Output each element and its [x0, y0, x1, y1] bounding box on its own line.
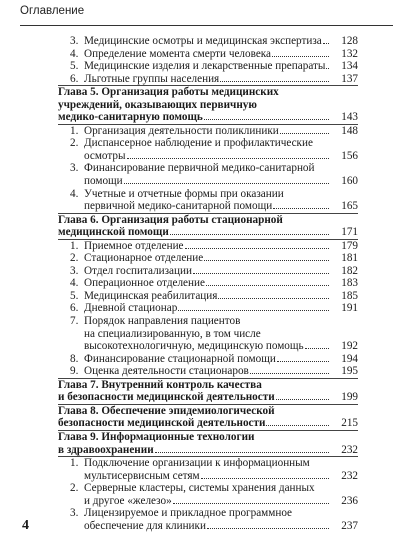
toc-leader-dots: [206, 285, 329, 286]
toc-item[interactable]: [70, 48, 358, 61]
toc-leader-dots: [280, 133, 329, 134]
toc-leader-dots: [193, 273, 329, 274]
toc-entry-line: Льготные группы населения: [84, 73, 330, 86]
toc-item-number: 1.: [70, 457, 79, 470]
toc-entry-line: учреждений, оказывающих первичную: [58, 98, 257, 111]
toc-leader-dots: [326, 68, 329, 69]
toc-item[interactable]: [70, 457, 358, 482]
toc-entry-line: Порядок направления пациентов: [84, 315, 241, 328]
toc-item-number: 6.: [70, 302, 79, 315]
toc-entry-line: мультисервисным сетям: [84, 470, 330, 483]
toc-item[interactable]: [70, 35, 358, 48]
toc-item-number: 8.: [70, 352, 79, 365]
toc-item[interactable]: [70, 277, 358, 290]
toc-chapter[interactable]: [58, 214, 358, 239]
toc-item[interactable]: [70, 265, 358, 278]
toc-item[interactable]: [70, 162, 358, 187]
toc-entry-line: Глава 8. Обеспечение эпидемиологической: [58, 404, 275, 417]
toc-item[interactable]: [70, 290, 358, 303]
table-of-contents: [58, 35, 358, 532]
toc-item-number: 1.: [70, 124, 79, 137]
toc-entry-line: Глава 5. Организация работы медицинских: [58, 86, 279, 99]
toc-page-number: 182: [341, 264, 358, 277]
toc-item[interactable]: [70, 188, 358, 213]
toc-leader-dots: [273, 208, 329, 209]
toc-item-number: 5.: [70, 60, 79, 73]
toc-page-number: 183: [341, 277, 358, 290]
toc-page-number: 232: [341, 469, 358, 482]
toc-entry-line: Стационарное отделение: [84, 252, 330, 265]
toc-page-number: 199: [341, 391, 358, 404]
toc-entry-line: Серверные кластеры, системы хранения данных: [84, 482, 315, 495]
toc-page-number: 181: [341, 252, 358, 265]
toc-leader-dots: [185, 248, 329, 249]
toc-page-number: 148: [341, 124, 358, 137]
toc-entry-line: Дневной стационар: [84, 302, 330, 315]
toc-leader-dots: [204, 119, 329, 120]
toc-chapter[interactable]: [58, 405, 358, 430]
toc-item[interactable]: [70, 507, 358, 532]
toc-leader-dots: [155, 452, 329, 453]
toc-page-number: 134: [341, 60, 358, 73]
running-header: Оглавление: [20, 5, 85, 17]
toc-entry-line: осмотры: [84, 150, 330, 163]
toc-entry-line: Определение момента смерти человека: [84, 48, 330, 61]
toc-item-number: 3.: [70, 162, 79, 175]
toc-page-number: 171: [341, 226, 358, 239]
toc-chapter[interactable]: [58, 86, 358, 124]
toc-page-number: 192: [341, 340, 358, 353]
toc-leader-dots: [305, 348, 329, 349]
toc-leader-dots: [277, 361, 329, 362]
toc-item[interactable]: [70, 73, 358, 86]
toc-leader-dots: [178, 310, 329, 311]
toc-item[interactable]: [70, 137, 358, 162]
toc-page-number: 179: [341, 239, 358, 252]
toc-leader-dots: [124, 183, 329, 184]
toc-item-number: 9.: [70, 365, 79, 378]
toc-entry-line: Учетные и отчетные формы при оказании: [84, 187, 284, 200]
toc-item-number: 7.: [70, 315, 79, 328]
toc-entry-line: медико-санитарную помощь: [58, 111, 330, 124]
toc-entry-line: Оценка деятельности стационаров: [84, 365, 330, 378]
toc-item-number: 4.: [70, 47, 79, 60]
toc-page-number: 143: [341, 111, 358, 124]
toc-item-number: 3.: [70, 507, 79, 520]
toc-item[interactable]: [70, 482, 358, 507]
toc-leader-dots: [250, 373, 329, 374]
header-rule: [20, 25, 393, 26]
toc-entry-line: Подключение организации к информационным: [84, 457, 310, 470]
toc-item-number: 6.: [70, 72, 79, 85]
toc-entry-line: Лицензируемое и прикладное программное: [84, 507, 293, 520]
toc-item-number: 2.: [70, 482, 79, 495]
toc-item-number: 3.: [70, 35, 79, 47]
toc-page-number: 236: [341, 494, 358, 507]
toc-page-number: 232: [341, 443, 358, 456]
toc-entry-line: Глава 7. Внутренний контроль качества: [58, 378, 262, 391]
toc-page-number: 194: [341, 352, 358, 365]
toc-item-number: 2.: [70, 137, 79, 150]
toc-entry-line: Медицинские изделия и лекарственные препараты: [84, 60, 330, 73]
toc-entry-line: Финансирование первичной медико-санитарной: [84, 162, 315, 175]
toc-leader-dots: [276, 399, 329, 400]
toc-entry-line: Медицинские осмотры и медицинская экспертиза: [84, 35, 330, 48]
toc-entry-line: Глава 9. Информационные технологии: [58, 430, 255, 443]
toc-chapter[interactable]: [58, 431, 358, 456]
toc-leader-dots: [204, 260, 329, 261]
toc-item-number: 5.: [70, 289, 79, 302]
toc-leader-dots: [220, 81, 329, 82]
toc-entry-line: Организация деятельности поликлиники: [84, 125, 330, 138]
toc-entry-line: в здравоохранении: [58, 444, 330, 457]
toc-entry-line: Операционное отделение: [84, 277, 330, 290]
toc-page-number: 132: [341, 47, 358, 60]
toc-leader-dots: [127, 158, 329, 159]
toc-page-number: 156: [341, 149, 358, 162]
toc-leader-dots: [207, 528, 329, 529]
toc-item[interactable]: [70, 252, 358, 265]
toc-entry-line: и безопасности медицинской деятельности: [58, 391, 330, 404]
toc-entry-line: и другое «железо»: [84, 495, 330, 508]
toc-leader-dots: [266, 425, 329, 426]
toc-entry-line: на специализированную, в том числе: [84, 327, 261, 340]
toc-leader-dots: [170, 234, 329, 235]
toc-entry-line: Приемное отделение: [84, 240, 330, 253]
page-number: 4: [22, 518, 29, 533]
toc-item-number: 3.: [70, 264, 79, 277]
toc-item[interactable]: [70, 365, 358, 378]
toc-item-number: 4.: [70, 277, 79, 290]
toc-item[interactable]: [70, 240, 358, 253]
toc-page-number: 128: [341, 35, 358, 47]
toc-entry-line: Медицинская реабилитация: [84, 290, 330, 303]
toc-entry-line: Отдел госпитализации: [84, 265, 330, 278]
toc-entry-line: помощи: [84, 175, 330, 188]
toc-entry-line: высокотехнологичную, медицинскую помощь: [84, 340, 330, 353]
toc-item[interactable]: [70, 302, 358, 315]
toc-leader-dots: [272, 56, 329, 57]
toc-page-number: 160: [341, 175, 358, 188]
toc-leader-dots: [323, 43, 329, 44]
toc-entry-line: Диспансерное наблюдение и профилактические: [84, 137, 313, 150]
toc-page-number: 165: [341, 200, 358, 213]
toc-page-number: 185: [341, 289, 358, 302]
toc-page-number: 215: [341, 417, 358, 430]
toc-page-number: 137: [341, 72, 358, 85]
toc-entry-line: обеспечение для клиники: [84, 520, 330, 533]
toc-page-number: 237: [341, 519, 358, 532]
toc-leader-dots: [173, 503, 329, 504]
toc-entry-line: Глава 6. Организация работы стационарной: [58, 213, 283, 226]
toc-item[interactable]: [70, 60, 358, 73]
toc-entry-line: медицинской помощи: [58, 226, 330, 239]
toc-leader-dots: [218, 298, 329, 299]
toc-item-number: 1.: [70, 239, 79, 252]
toc-page-number: 191: [341, 302, 358, 315]
toc-item[interactable]: [70, 315, 358, 353]
toc-entry-line: первичной медико-санитарной помощи: [84, 200, 330, 213]
toc-page-number: 195: [341, 365, 358, 378]
toc-entry-line: Финансирование стационарной помощи: [84, 353, 330, 366]
toc-entry-line: безопасности медицинской деятельности: [58, 417, 330, 430]
toc-item[interactable]: [70, 353, 358, 366]
toc-leader-dots: [201, 478, 329, 479]
toc-item-number: 2.: [70, 252, 79, 265]
toc-item[interactable]: [70, 125, 358, 138]
toc-chapter[interactable]: [58, 379, 358, 404]
toc-item-number: 4.: [70, 187, 79, 200]
